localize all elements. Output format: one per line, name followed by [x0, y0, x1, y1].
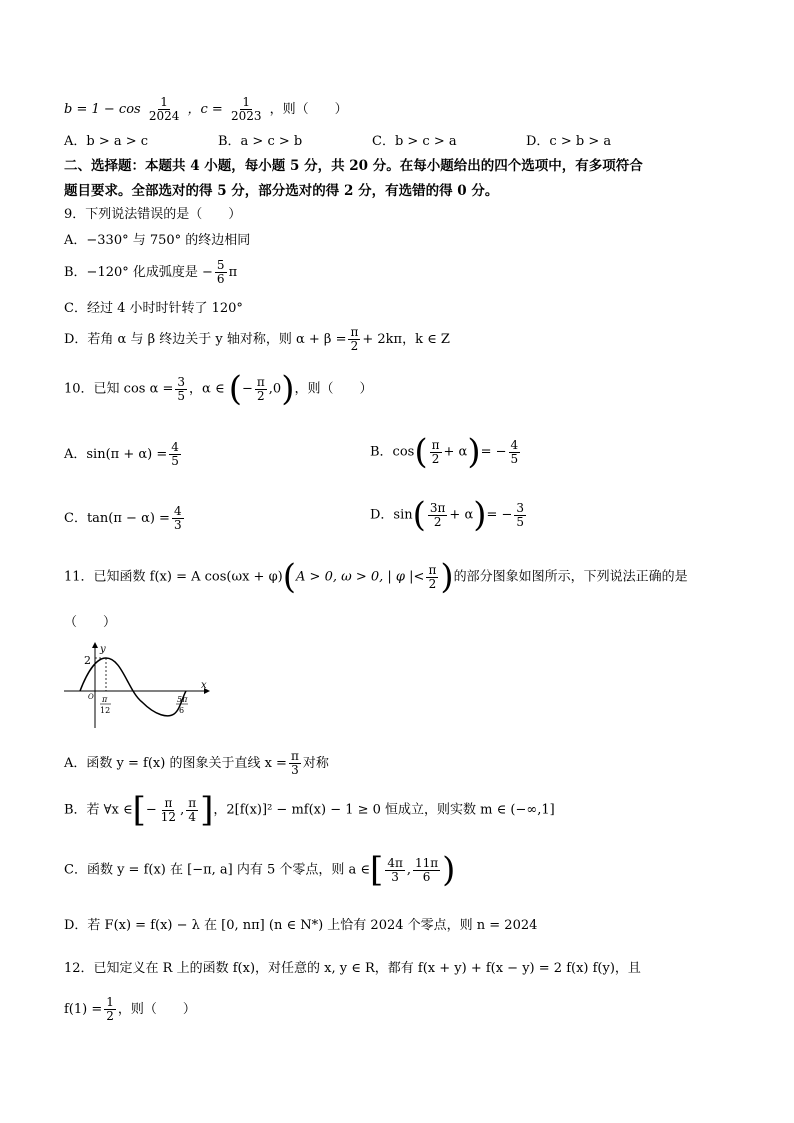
- q9-stem: 9．下列说法错误的是（ ）: [64, 207, 242, 222]
- q11-option-d[interactable]: D．若 F(x) = f(x) − λ 在 [0, nπ] (n ∈ N*) 上恰有 2024 个零点，则 n = 2024: [64, 918, 538, 933]
- q8-c-frac: $\frac{1}{2023}$: [230, 95, 262, 123]
- q12-line2: f(1) = $\frac{1}{2}$ ，则（ ）: [64, 995, 196, 1023]
- q8-b-prefix: b = 1 − cos: [64, 102, 141, 117]
- graph-pi-num: π: [102, 695, 108, 704]
- q11-graph: [64, 640, 214, 730]
- q11-option-a[interactable]: A．函数 y = f(x) 的图象关于直线 x = $\frac{\pi}{3}$ 对称: [64, 749, 329, 777]
- q11-option-b[interactable]: B．若 ∀x ∈[− $\frac{\pi}{12}$ , $\frac{\pi}{4}$ ]，2[f(x)]² − mf(x) − 1 ≥ 0 恒成立，则实数 m ∈ (−∞,1]: [64, 790, 555, 830]
- q9-option-c[interactable]: C．经过 4 小时时针转了 120°: [64, 301, 243, 316]
- q9-option-a[interactable]: A．−330° 与 750° 的终边相同: [64, 233, 251, 248]
- graph-5pi-num: 5π: [177, 695, 188, 704]
- q8-option-a[interactable]: A．b > a > c: [64, 134, 149, 149]
- graph-y-label: y: [100, 644, 106, 655]
- q10-stem: 10．已知 cos α = $\frac{3}{5}$ ，α ∈ (− $\frac{\pi}{2}$ ,0)，则（ ）: [64, 369, 373, 409]
- q8-option-c[interactable]: C．b > c > a: [372, 134, 457, 149]
- q10-option-d[interactable]: D．sin( $\frac{3\pi}{2}$ + α)= − $\frac{3}{5}$: [370, 495, 525, 535]
- q8-option-d[interactable]: D．c > b > a: [526, 134, 612, 149]
- q11-blank: （ ）: [64, 615, 117, 630]
- q8-line: [64, 96, 348, 123]
- graph-x-label: x: [201, 680, 207, 691]
- q11-stem: 11．已知函数 f(x) = A cos(ωx + φ)(A > 0, ω > 0, | φ |< $\frac{\pi}{2}$ )的部分图象如图所示，下列说法正确的是: [64, 557, 688, 597]
- section2-line2: 题目要求。全部选对的得 5 分，部分选对的得 2 分，有选错的得 0 分。: [64, 183, 499, 199]
- graph-origin-label: O: [88, 693, 94, 701]
- graph-6-den: 6: [179, 706, 185, 715]
- q9-option-d[interactable]: D．若角 α 与 β 终边关于 y 轴对称，则 α + β = $\frac{\pi}{2}$ + 2kπ，k ∈ Z: [64, 325, 450, 353]
- section2-line1: 二、选择题：本题共 4 小题，每小题 5 分，共 20 分。在每小题给出的四个选项中，有多项符合: [64, 158, 643, 174]
- q8-c-prefix: ，c =: [187, 102, 223, 117]
- q12-line1: 12．已知定义在 R 上的函数 f(x)，对任意的 x, y ∈ R，都有 f(x + y) + f(x − y) = 2 f(x) f(y)，且: [64, 961, 641, 976]
- q8-suffix: ，则（ ）: [269, 102, 348, 117]
- q10-option-b[interactable]: B．cos( $\frac{\pi}{2}$ + α)= − $\frac{4}{5}$: [370, 432, 519, 472]
- graph-amplitude-label: 2: [84, 654, 91, 667]
- cosine-curve: [80, 658, 186, 716]
- q10-option-a[interactable]: A．sin(π + α) = $\frac{4}{5}$: [64, 440, 179, 468]
- graph-12-den: 12: [100, 706, 111, 715]
- q8-b-frac: $\frac{1}{2024}$: [148, 95, 180, 123]
- q11-option-c[interactable]: C．函数 y = f(x) 在 [−π, a] 内有 5 个零点，则 a ∈[ $\frac{4\pi}{3}$ , $\frac{11\pi}{6}$ ): [64, 850, 456, 890]
- q10-option-c[interactable]: C．tan(π − α) = $\frac{4}{3}$: [64, 504, 182, 532]
- q8-option-b[interactable]: B．a > c > b: [218, 134, 303, 149]
- y-axis-arrow: [92, 642, 98, 648]
- q9-option-b[interactable]: B．−120° 化成弧度是 − $\frac{5}{6}$ π: [64, 258, 238, 286]
